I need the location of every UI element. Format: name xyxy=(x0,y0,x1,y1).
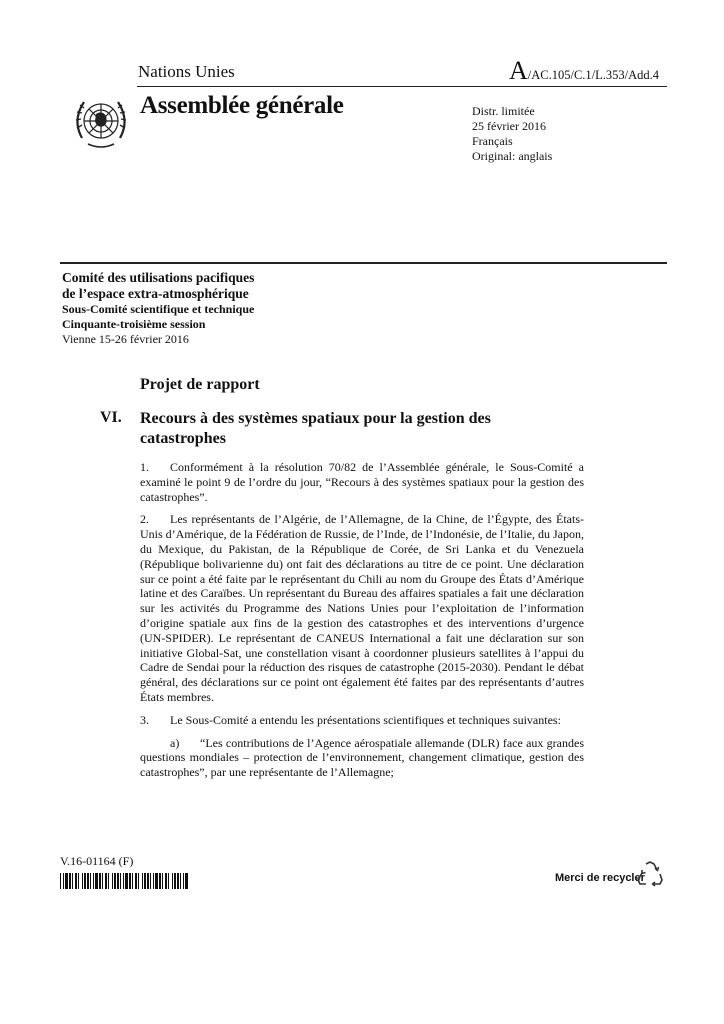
paragraph xyxy=(140,713,584,728)
paragraph-number: 1. xyxy=(140,460,149,474)
recycle-label: Merci de recycler xyxy=(555,872,645,884)
paragraph xyxy=(140,512,584,704)
header-rule xyxy=(137,86,667,87)
paragraph xyxy=(140,460,584,504)
un-emblem-icon xyxy=(70,92,132,154)
sub-paragraph xyxy=(140,736,584,780)
chapter-title: Recours à des systèmes spatiaux pour la gestion des catastrophes xyxy=(140,410,491,447)
job-number: V.16-01164 (F) xyxy=(60,854,134,868)
body-text xyxy=(140,460,584,788)
committee-line-2: de l’espace extra-atmosphérique xyxy=(62,286,249,301)
assembly-title: Assemblée générale xyxy=(140,92,344,119)
original-language: Original: anglais xyxy=(472,149,553,163)
section-rule xyxy=(60,262,667,264)
recycle-icon xyxy=(636,860,664,888)
session-name: Cinquante-troisième session xyxy=(62,317,206,331)
paragraph-number: 3. xyxy=(140,712,149,727)
sub-paragraph-letter: a) xyxy=(170,735,180,750)
sub-paragraph-text: “Les contributions de l’Agence aérospatiale allemande (DLR) face aux grandes questions mondiales – protection de l’environnement, changement climatique, gestion des catastrophes”, par une représentante de l’Allemagne; xyxy=(140,735,584,780)
paragraph-text: Le Sous-Comité a entendu les présentations scientifiques et techniques suivantes: xyxy=(170,712,561,727)
session-place-date: Vienne 15-26 février 2016 xyxy=(62,332,189,346)
symbol-code: /AC.105/C.1/L.353/Add.4 xyxy=(527,68,660,82)
subcommittee-name: Sous-Comité scientifique et technique xyxy=(62,302,255,316)
paragraph-text: Conformément à la résolution 70/82 de l’Assemblée générale, le Sous-Comité a examiné le point 9 de l’ordre du jour, “Recours à des systèmes spatiaux pour la gestion des catastrophes”. xyxy=(140,460,584,504)
barcode-icon xyxy=(60,873,188,889)
distribution-line: Distr. limitée xyxy=(472,104,535,118)
distribution-block xyxy=(472,104,552,164)
symbol-letter: A xyxy=(509,56,528,85)
organization-name: Nations Unies xyxy=(138,62,235,81)
committee-block xyxy=(62,270,254,347)
document-symbol xyxy=(509,56,659,86)
committee-line-1: Comité des utilisations pacifiques xyxy=(62,270,255,285)
report-title: Projet de rapport xyxy=(140,376,260,393)
chapter-number: VI. xyxy=(100,409,122,426)
document-language: Français xyxy=(472,134,513,148)
paragraph-number: 2. xyxy=(140,512,149,527)
document-date: 25 février 2016 xyxy=(472,119,546,133)
paragraph-text: Les représentants de l’Algérie, de l’Allemagne, de la Chine, de l’Égypte, des États-Unis d’Amérique, de la Fédération de Russie, de l’Inde, de l’Indonésie, de l’Italie, du Japon, du Mexique, du Pakistan, de la République de Corée, de Sri Lanka et du Venezuela (République bolivarienne du) ont fait des déclarations au titre de ce point. Une déclaration sur ce point a été faite par le représentant du Chili au nom du Groupe des États d’Amérique latine et des Caraïbes. Un représentant du Bureau des affaires spatiales a fait une déclaration sur les activités du Programme des Nations Unies pour l’exploitation de l’information d’origine spatiale aux fins de la gestion des catastrophes et des interventions d’urgence (UN-SPIDER). Le représentant de CANEUS International a fait une déclaration sur son initiative Global-Sat, une constellation visant à coordonner plusieurs satellites à l’appui du Cadre de Sendai pour la réduction des risques de catastrophe (2015-2030). Pendant le débat général, des déclarations sur ce point ont également été faites par des représentants d’autres États membres. xyxy=(140,512,584,704)
